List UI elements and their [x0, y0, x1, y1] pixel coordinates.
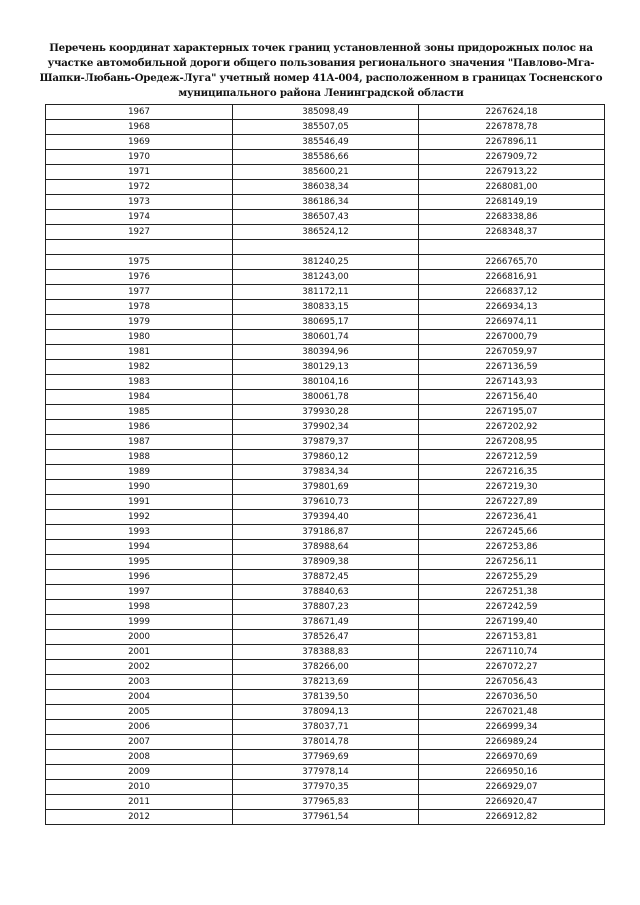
x-coordinate-cell: 385546,49 — [233, 135, 419, 150]
x-coordinate-cell: 386186,34 — [233, 195, 419, 210]
point-number-cell: 1980 — [46, 330, 233, 345]
table-row — [46, 660, 605, 675]
y-coordinate-cell: 2266989,24 — [419, 735, 605, 750]
table-row — [46, 510, 605, 525]
y-coordinate-cell: 2266765,70 — [419, 255, 605, 270]
table-row — [46, 765, 605, 780]
table-row — [46, 120, 605, 135]
point-number-cell: 1993 — [46, 525, 233, 540]
table-row — [46, 150, 605, 165]
y-coordinate-cell: 2267227,89 — [419, 495, 605, 510]
coordinates-table-body — [46, 105, 605, 825]
point-number-cell: 2012 — [46, 810, 233, 825]
x-coordinate-cell: 378909,38 — [233, 555, 419, 570]
table-row — [46, 795, 605, 810]
y-coordinate-cell: 2267136,59 — [419, 360, 605, 375]
point-number-cell: 1994 — [46, 540, 233, 555]
point-number-cell: 2005 — [46, 705, 233, 720]
y-coordinate-cell: 2268338,86 — [419, 210, 605, 225]
point-number-cell: 1992 — [46, 510, 233, 525]
x-coordinate-cell: 380394,96 — [233, 345, 419, 360]
table-row — [46, 420, 605, 435]
y-coordinate-cell: 2268149,19 — [419, 195, 605, 210]
table-row — [46, 165, 605, 180]
table-row — [46, 720, 605, 735]
table-row — [46, 210, 605, 225]
x-coordinate-cell: 378213,69 — [233, 675, 419, 690]
table-row — [46, 390, 605, 405]
table-row — [46, 555, 605, 570]
coordinates-table — [45, 104, 605, 825]
x-coordinate-cell: 379801,69 — [233, 480, 419, 495]
x-coordinate-cell: 377978,14 — [233, 765, 419, 780]
x-coordinate-cell: 381172,11 — [233, 285, 419, 300]
x-coordinate-cell: 378872,45 — [233, 570, 419, 585]
point-number-cell: 1989 — [46, 465, 233, 480]
table-row — [46, 540, 605, 555]
point-number-cell: 1996 — [46, 570, 233, 585]
table-row — [46, 810, 605, 825]
x-coordinate-cell: 385507,05 — [233, 120, 419, 135]
x-coordinate-cell: 386524,12 — [233, 225, 419, 240]
x-coordinate-cell: 380129,13 — [233, 360, 419, 375]
y-coordinate-cell: 2267202,92 — [419, 420, 605, 435]
table-row — [46, 405, 605, 420]
x-coordinate-cell: 381240,25 — [233, 255, 419, 270]
point-number-cell: 2009 — [46, 765, 233, 780]
y-coordinate-cell: 2267913,22 — [419, 165, 605, 180]
x-coordinate-cell: 378139,50 — [233, 690, 419, 705]
y-coordinate-cell: 2266920,47 — [419, 795, 605, 810]
table-row — [46, 675, 605, 690]
y-coordinate-cell: 2268081,00 — [419, 180, 605, 195]
table-row — [46, 630, 605, 645]
x-coordinate-cell: 378037,71 — [233, 720, 419, 735]
table-row — [46, 105, 605, 120]
point-number-cell: 1977 — [46, 285, 233, 300]
x-coordinate-cell: 380061,78 — [233, 390, 419, 405]
table-row — [46, 645, 605, 660]
x-coordinate-cell: 380833,15 — [233, 300, 419, 315]
point-number-cell: 1987 — [46, 435, 233, 450]
table-row — [46, 315, 605, 330]
point-number-cell: 1976 — [46, 270, 233, 285]
point-number-cell: 2002 — [46, 660, 233, 675]
point-number-cell: 1927 — [46, 225, 233, 240]
y-coordinate-cell: 2267251,38 — [419, 585, 605, 600]
x-coordinate-cell: 377970,35 — [233, 780, 419, 795]
y-coordinate-cell: 2267110,74 — [419, 645, 605, 660]
table-row — [46, 570, 605, 585]
table-row — [46, 525, 605, 540]
y-coordinate-cell: 2267056,43 — [419, 675, 605, 690]
table-row — [46, 180, 605, 195]
point-number-cell: 2000 — [46, 630, 233, 645]
y-coordinate-cell: 2267624,18 — [419, 105, 605, 120]
x-coordinate-cell: 378526,47 — [233, 630, 419, 645]
y-coordinate-cell: 2266934,13 — [419, 300, 605, 315]
point-number-cell — [46, 240, 233, 255]
point-number-cell: 1971 — [46, 165, 233, 180]
x-coordinate-cell: 379610,73 — [233, 495, 419, 510]
x-coordinate-cell: 378388,83 — [233, 645, 419, 660]
table-row — [46, 735, 605, 750]
point-number-cell: 1967 — [46, 105, 233, 120]
point-number-cell: 1970 — [46, 150, 233, 165]
point-number-cell: 1998 — [46, 600, 233, 615]
x-coordinate-cell: 378807,23 — [233, 600, 419, 615]
x-coordinate-cell: 380695,17 — [233, 315, 419, 330]
y-coordinate-cell: 2267036,50 — [419, 690, 605, 705]
y-coordinate-cell: 2267156,40 — [419, 390, 605, 405]
y-coordinate-cell: 2266974,11 — [419, 315, 605, 330]
y-coordinate-cell: 2266999,34 — [419, 720, 605, 735]
point-number-cell: 1968 — [46, 120, 233, 135]
y-coordinate-cell: 2267909,72 — [419, 150, 605, 165]
x-coordinate-cell: 378988,64 — [233, 540, 419, 555]
table-row — [46, 690, 605, 705]
point-number-cell: 2006 — [46, 720, 233, 735]
y-coordinate-cell: 2266837,12 — [419, 285, 605, 300]
table-row — [46, 255, 605, 270]
table-row — [46, 360, 605, 375]
point-number-cell: 2003 — [46, 675, 233, 690]
point-number-cell: 1988 — [46, 450, 233, 465]
point-number-cell: 1985 — [46, 405, 233, 420]
y-coordinate-cell: 2267245,66 — [419, 525, 605, 540]
table-row — [46, 435, 605, 450]
y-coordinate-cell: 2266970,69 — [419, 750, 605, 765]
table-row — [46, 450, 605, 465]
point-number-cell: 1981 — [46, 345, 233, 360]
table-row — [46, 480, 605, 495]
table-row — [46, 330, 605, 345]
point-number-cell: 1975 — [46, 255, 233, 270]
point-number-cell: 2011 — [46, 795, 233, 810]
document-title: Перечень координат характерных точек границ установленной зоны придорожных полос на участке автомобильной дороги общего пользования регионального значения "Павлово-Мга-Шапки-Любань-Оредеж-Луга" учетный номер 41А-004, расположенном в границах Тосненского муниципального района Ленинградской области — [39, 42, 603, 99]
point-number-cell: 1999 — [46, 615, 233, 630]
y-coordinate-cell: 2267878,78 — [419, 120, 605, 135]
table-row — [46, 495, 605, 510]
x-coordinate-cell: 385098,49 — [233, 105, 419, 120]
table-row — [46, 705, 605, 720]
y-coordinate-cell: 2267253,86 — [419, 540, 605, 555]
x-coordinate-cell: 385586,66 — [233, 150, 419, 165]
y-coordinate-cell: 2267242,59 — [419, 600, 605, 615]
y-coordinate-cell: 2267059,97 — [419, 345, 605, 360]
point-number-cell: 1979 — [46, 315, 233, 330]
x-coordinate-cell: 378840,63 — [233, 585, 419, 600]
point-number-cell: 1972 — [46, 180, 233, 195]
table-row — [46, 345, 605, 360]
table-row — [46, 750, 605, 765]
y-coordinate-cell: 2267219,30 — [419, 480, 605, 495]
x-coordinate-cell: 379930,28 — [233, 405, 419, 420]
point-number-cell: 1978 — [46, 300, 233, 315]
point-number-cell: 2001 — [46, 645, 233, 660]
y-coordinate-cell: 2266950,16 — [419, 765, 605, 780]
x-coordinate-cell — [233, 240, 419, 255]
y-coordinate-cell: 2266929,07 — [419, 780, 605, 795]
y-coordinate-cell: 2267199,40 — [419, 615, 605, 630]
y-coordinate-cell — [419, 240, 605, 255]
x-coordinate-cell: 385600,21 — [233, 165, 419, 180]
x-coordinate-cell: 378671,49 — [233, 615, 419, 630]
x-coordinate-cell: 379860,12 — [233, 450, 419, 465]
table-row — [46, 225, 605, 240]
y-coordinate-cell: 2267208,95 — [419, 435, 605, 450]
x-coordinate-cell: 379902,34 — [233, 420, 419, 435]
y-coordinate-cell: 2267236,41 — [419, 510, 605, 525]
y-coordinate-cell: 2267000,79 — [419, 330, 605, 345]
x-coordinate-cell: 378266,00 — [233, 660, 419, 675]
x-coordinate-cell: 377965,83 — [233, 795, 419, 810]
y-coordinate-cell: 2267143,93 — [419, 375, 605, 390]
y-coordinate-cell: 2267896,11 — [419, 135, 605, 150]
x-coordinate-cell: 377969,69 — [233, 750, 419, 765]
x-coordinate-cell: 386507,43 — [233, 210, 419, 225]
x-coordinate-cell: 380601,74 — [233, 330, 419, 345]
point-number-cell: 1974 — [46, 210, 233, 225]
x-coordinate-cell: 381243,00 — [233, 270, 419, 285]
table-row — [46, 780, 605, 795]
table-row — [46, 585, 605, 600]
point-number-cell: 1984 — [46, 390, 233, 405]
table-row — [46, 600, 605, 615]
y-coordinate-cell: 2268348,37 — [419, 225, 605, 240]
point-number-cell: 1990 — [46, 480, 233, 495]
y-coordinate-cell: 2266816,91 — [419, 270, 605, 285]
table-row — [46, 465, 605, 480]
x-coordinate-cell: 380104,16 — [233, 375, 419, 390]
y-coordinate-cell: 2267256,11 — [419, 555, 605, 570]
table-row — [46, 195, 605, 210]
x-coordinate-cell: 379394,40 — [233, 510, 419, 525]
point-number-cell: 2010 — [46, 780, 233, 795]
table-row — [46, 615, 605, 630]
x-coordinate-cell: 379834,34 — [233, 465, 419, 480]
table-row — [46, 300, 605, 315]
x-coordinate-cell: 379186,87 — [233, 525, 419, 540]
point-number-cell: 2008 — [46, 750, 233, 765]
point-number-cell: 1982 — [46, 360, 233, 375]
y-coordinate-cell: 2267021,48 — [419, 705, 605, 720]
x-coordinate-cell: 379879,37 — [233, 435, 419, 450]
x-coordinate-cell: 377961,54 — [233, 810, 419, 825]
y-coordinate-cell: 2266912,82 — [419, 810, 605, 825]
point-number-cell: 2004 — [46, 690, 233, 705]
table-row — [46, 375, 605, 390]
x-coordinate-cell: 378094,13 — [233, 705, 419, 720]
point-number-cell: 1969 — [46, 135, 233, 150]
point-number-cell: 1973 — [46, 195, 233, 210]
x-coordinate-cell: 386038,34 — [233, 180, 419, 195]
y-coordinate-cell: 2267212,59 — [419, 450, 605, 465]
point-number-cell: 1983 — [46, 375, 233, 390]
table-row — [46, 240, 605, 255]
y-coordinate-cell: 2267072,27 — [419, 660, 605, 675]
table-row — [46, 285, 605, 300]
y-coordinate-cell: 2267255,29 — [419, 570, 605, 585]
x-coordinate-cell: 378014,78 — [233, 735, 419, 750]
y-coordinate-cell: 2267153,81 — [419, 630, 605, 645]
table-row — [46, 270, 605, 285]
point-number-cell: 1997 — [46, 585, 233, 600]
point-number-cell: 1995 — [46, 555, 233, 570]
y-coordinate-cell: 2267216,35 — [419, 465, 605, 480]
table-row — [46, 135, 605, 150]
point-number-cell: 1986 — [46, 420, 233, 435]
point-number-cell: 2007 — [46, 735, 233, 750]
y-coordinate-cell: 2267195,07 — [419, 405, 605, 420]
point-number-cell: 1991 — [46, 495, 233, 510]
